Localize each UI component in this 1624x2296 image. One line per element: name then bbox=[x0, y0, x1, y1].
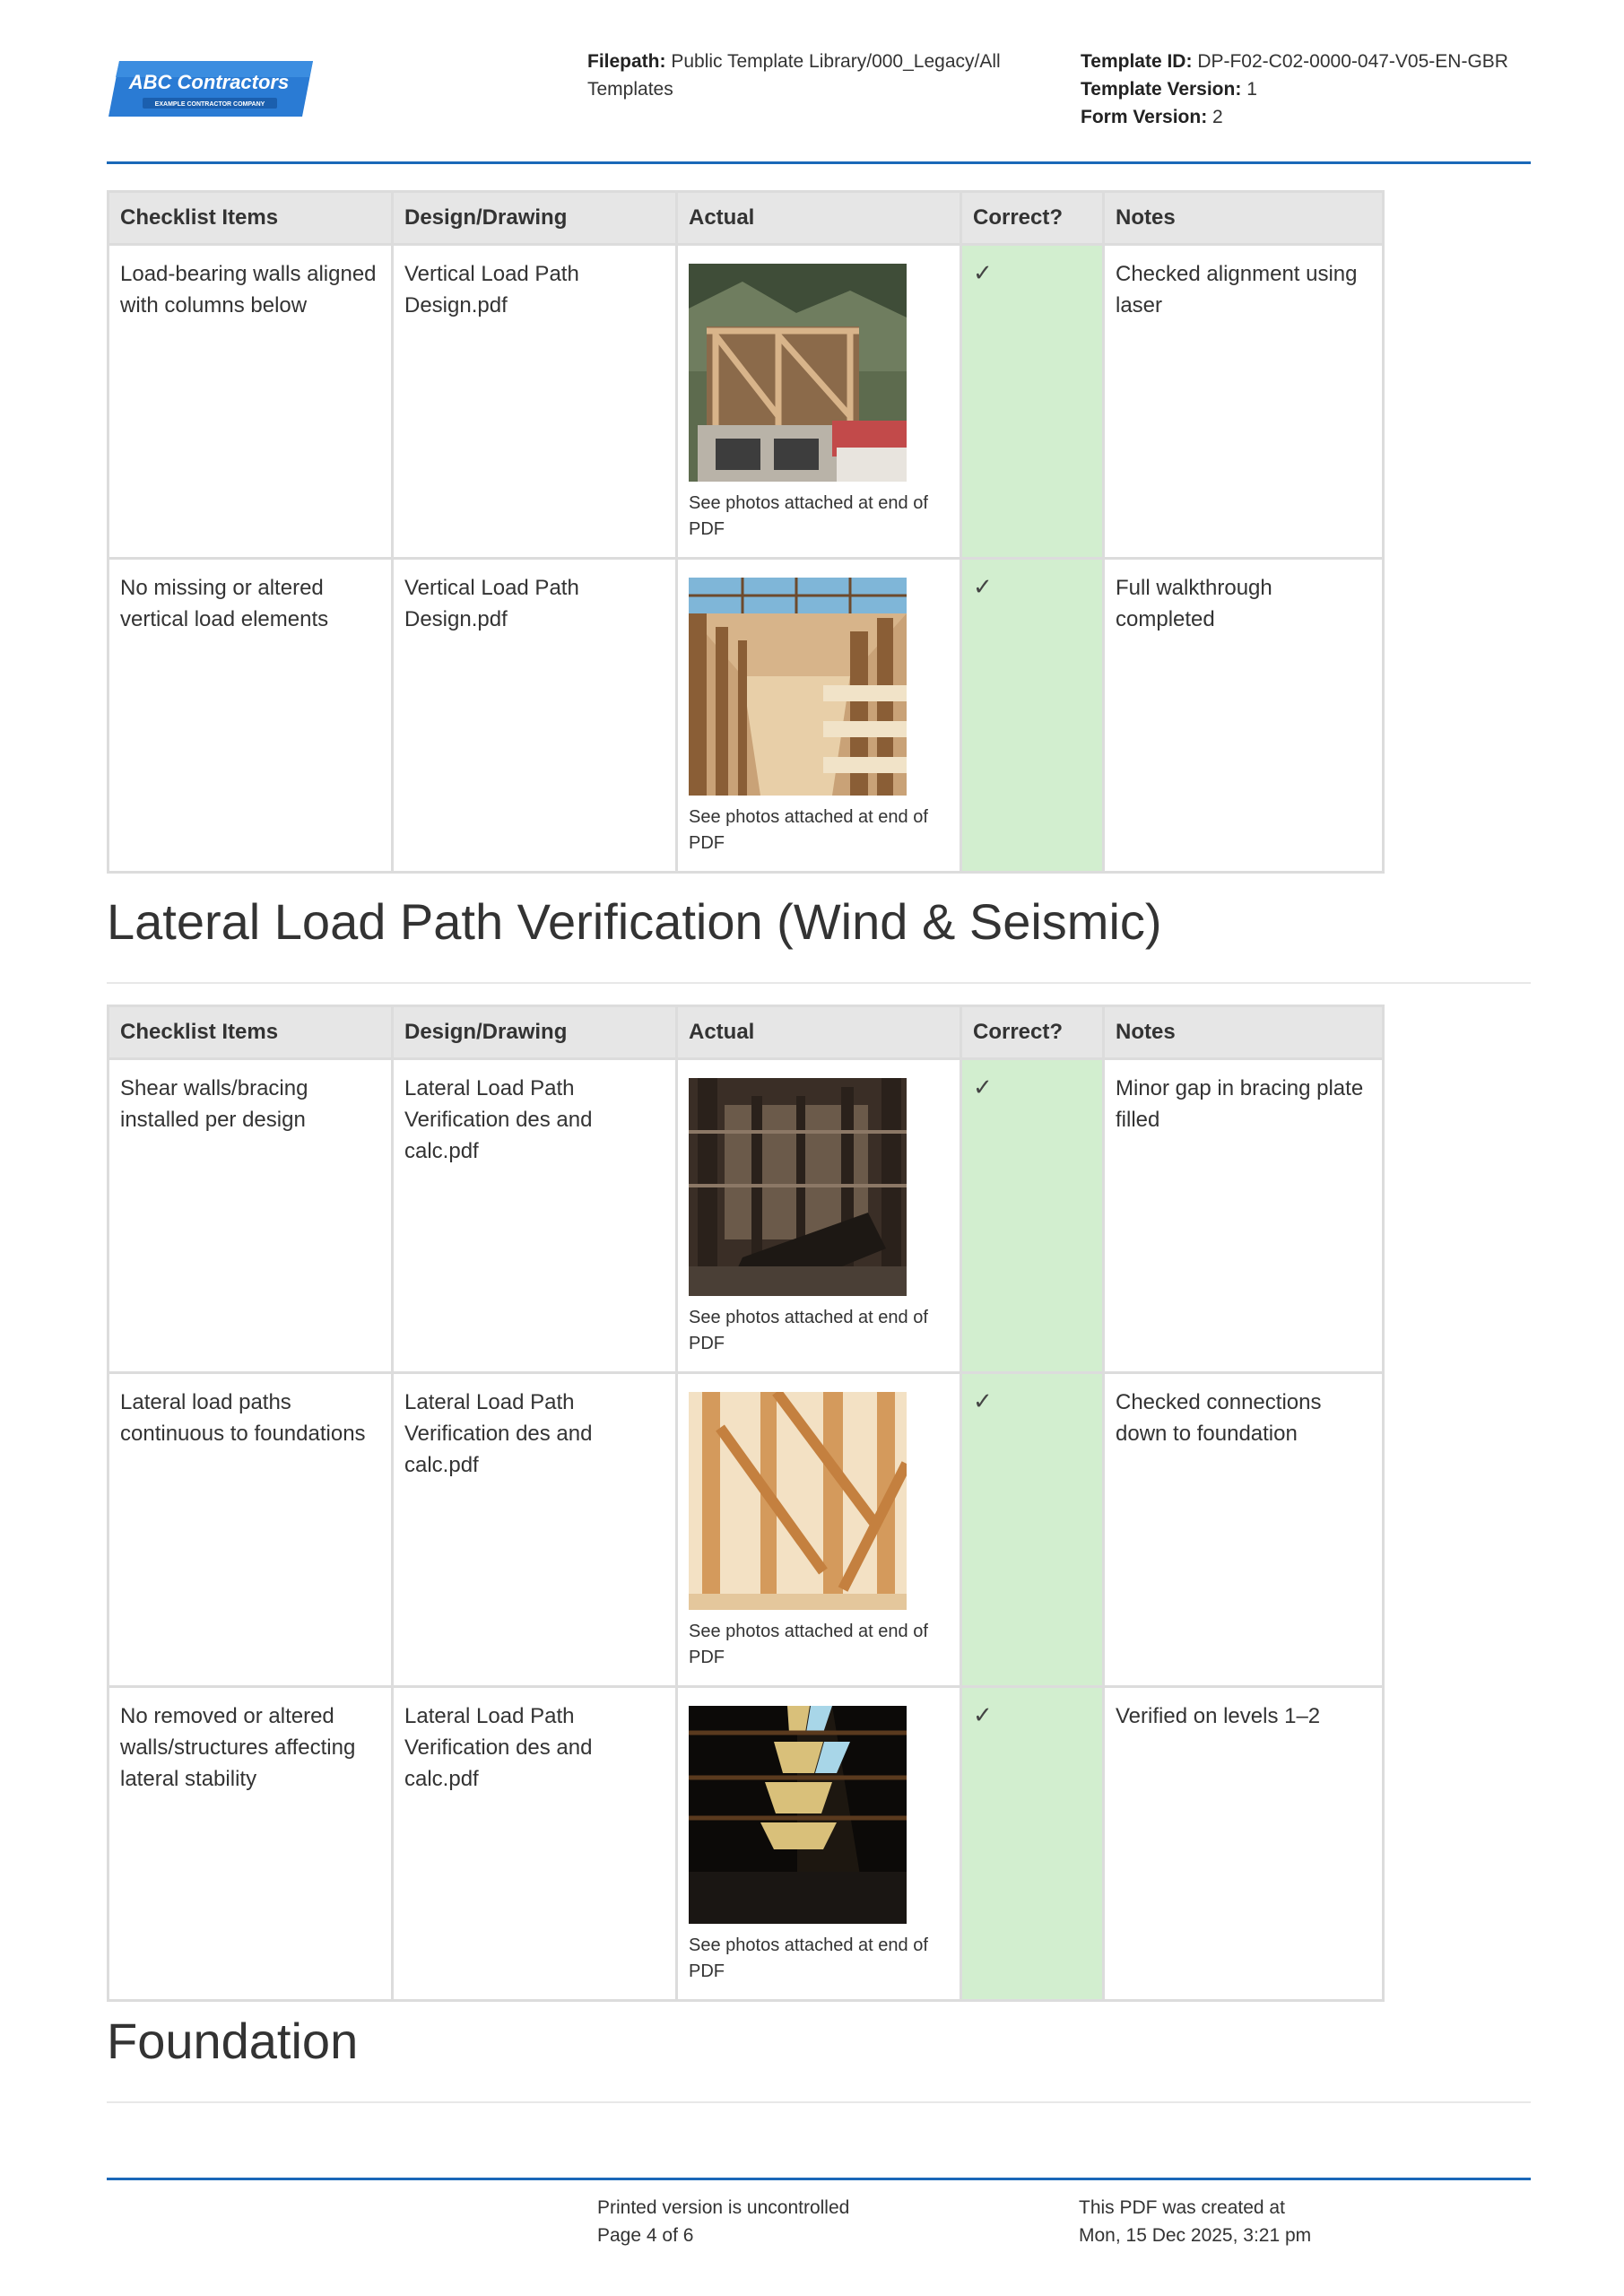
form-version-label: Form Version: bbox=[1081, 107, 1208, 127]
col-checklist-items: Checklist Items bbox=[109, 1006, 393, 1059]
photo-caption: See photos attached at end of PDF bbox=[689, 493, 928, 539]
actual-cell bbox=[677, 245, 961, 559]
template-version-value: 1 bbox=[1246, 79, 1257, 100]
filepath-value: Public Template Library/000_Legacy/All Templates bbox=[587, 51, 1001, 100]
checklist-item: Shear walls/bracing installed per design bbox=[109, 1059, 393, 1373]
correct-cell bbox=[961, 559, 1104, 873]
table-row bbox=[109, 559, 1384, 873]
footer-left bbox=[597, 2194, 1001, 2249]
checklist-item: No missing or altered vertical load elements bbox=[109, 559, 393, 873]
page-header bbox=[107, 45, 1531, 161]
form-version-value: 2 bbox=[1212, 107, 1223, 127]
drawing-link[interactable]: Lateral Load Path Verification des and calc.pdf bbox=[393, 1687, 677, 2001]
drawing-link[interactable]: Lateral Load Path Verification des and calc.pdf bbox=[393, 1373, 677, 1687]
created-label: This PDF was created at bbox=[1079, 2197, 1285, 2218]
table-header-row bbox=[109, 192, 1384, 245]
actual-cell bbox=[677, 1059, 961, 1373]
notes-cell: Checked alignment using laser bbox=[1104, 245, 1384, 559]
site-photo[interactable] bbox=[689, 578, 907, 796]
template-id-value: DP-F02-C02-0000-047-V05-EN-GBR bbox=[1197, 51, 1508, 72]
check-mark-icon: ✓ bbox=[973, 1702, 993, 1729]
correct-cell bbox=[961, 1059, 1104, 1373]
table-header-row bbox=[109, 1006, 1384, 1059]
col-correct: Correct? bbox=[961, 1006, 1104, 1059]
filepath-label: Filepath: bbox=[587, 51, 666, 72]
site-photo[interactable] bbox=[689, 1706, 907, 1924]
notes-cell: Verified on levels 1–2 bbox=[1104, 1687, 1384, 2001]
actual-cell bbox=[677, 1373, 961, 1687]
company-logo bbox=[107, 59, 313, 118]
section-title-lateral: Lateral Load Path Verification (Wind & Seismic) bbox=[107, 893, 1162, 950]
created-date: Mon, 15 Dec 2025, 3:21 pm bbox=[1079, 2225, 1312, 2246]
site-photo[interactable] bbox=[689, 264, 907, 482]
col-notes: Notes bbox=[1104, 1006, 1384, 1059]
check-mark-icon: ✓ bbox=[973, 1074, 993, 1101]
lateral-load-table bbox=[107, 1004, 1385, 2002]
vertical-load-table bbox=[107, 190, 1385, 874]
table-row bbox=[109, 1373, 1384, 1687]
uncontrolled-note: Printed version is uncontrolled bbox=[597, 2197, 850, 2218]
photo-caption: See photos attached at end of PDF bbox=[689, 807, 928, 853]
col-checklist-items: Checklist Items bbox=[109, 192, 393, 245]
section-title-foundation: Foundation bbox=[107, 2013, 359, 2069]
site-photo[interactable] bbox=[689, 1392, 907, 1610]
filepath-block bbox=[587, 48, 1036, 103]
check-mark-icon: ✓ bbox=[973, 260, 993, 287]
section-divider bbox=[107, 2101, 1531, 2103]
col-design-drawing: Design/Drawing bbox=[393, 1006, 677, 1059]
col-correct: Correct? bbox=[961, 192, 1104, 245]
col-design-drawing: Design/Drawing bbox=[393, 192, 677, 245]
logo-subtext: EXAMPLE CONTRACTOR COMPANY bbox=[154, 101, 265, 108]
checklist-item: Lateral load paths continuous to foundations bbox=[109, 1373, 393, 1687]
notes-cell: Checked connections down to foundation bbox=[1104, 1373, 1384, 1687]
check-mark-icon: ✓ bbox=[973, 574, 993, 601]
footer-right bbox=[1079, 2194, 1482, 2249]
page-number: Page 4 of 6 bbox=[597, 2225, 694, 2246]
check-mark-icon: ✓ bbox=[973, 1388, 993, 1415]
header-divider bbox=[107, 161, 1531, 164]
photo-caption: See photos attached at end of PDF bbox=[689, 1622, 928, 1667]
correct-cell bbox=[961, 1687, 1104, 2001]
col-notes: Notes bbox=[1104, 192, 1384, 245]
table-row bbox=[109, 1059, 1384, 1373]
footer-divider bbox=[107, 2178, 1531, 2180]
correct-cell bbox=[961, 245, 1104, 559]
site-photo[interactable] bbox=[689, 1078, 907, 1296]
notes-cell: Full walkthrough completed bbox=[1104, 559, 1384, 873]
logo-text: ABC Contractors bbox=[128, 71, 290, 93]
notes-cell: Minor gap in bracing plate filled bbox=[1104, 1059, 1384, 1373]
checklist-item: No removed or altered walls/structures affecting lateral stability bbox=[109, 1687, 393, 2001]
template-meta-block bbox=[1081, 48, 1547, 131]
template-version-label: Template Version: bbox=[1081, 79, 1242, 100]
actual-cell bbox=[677, 559, 961, 873]
section-divider bbox=[107, 982, 1531, 984]
drawing-link[interactable]: Vertical Load Path Design.pdf bbox=[393, 559, 677, 873]
checklist-item: Load-bearing walls aligned with columns below bbox=[109, 245, 393, 559]
table-row bbox=[109, 1687, 1384, 2001]
correct-cell bbox=[961, 1373, 1104, 1687]
table-row bbox=[109, 245, 1384, 559]
drawing-link[interactable]: Vertical Load Path Design.pdf bbox=[393, 245, 677, 559]
col-actual: Actual bbox=[677, 192, 961, 245]
photo-caption: See photos attached at end of PDF bbox=[689, 1935, 928, 1981]
drawing-link[interactable]: Lateral Load Path Verification des and calc.pdf bbox=[393, 1059, 677, 1373]
template-id-label: Template ID: bbox=[1081, 51, 1193, 72]
photo-caption: See photos attached at end of PDF bbox=[689, 1308, 928, 1353]
col-actual: Actual bbox=[677, 1006, 961, 1059]
actual-cell bbox=[677, 1687, 961, 2001]
